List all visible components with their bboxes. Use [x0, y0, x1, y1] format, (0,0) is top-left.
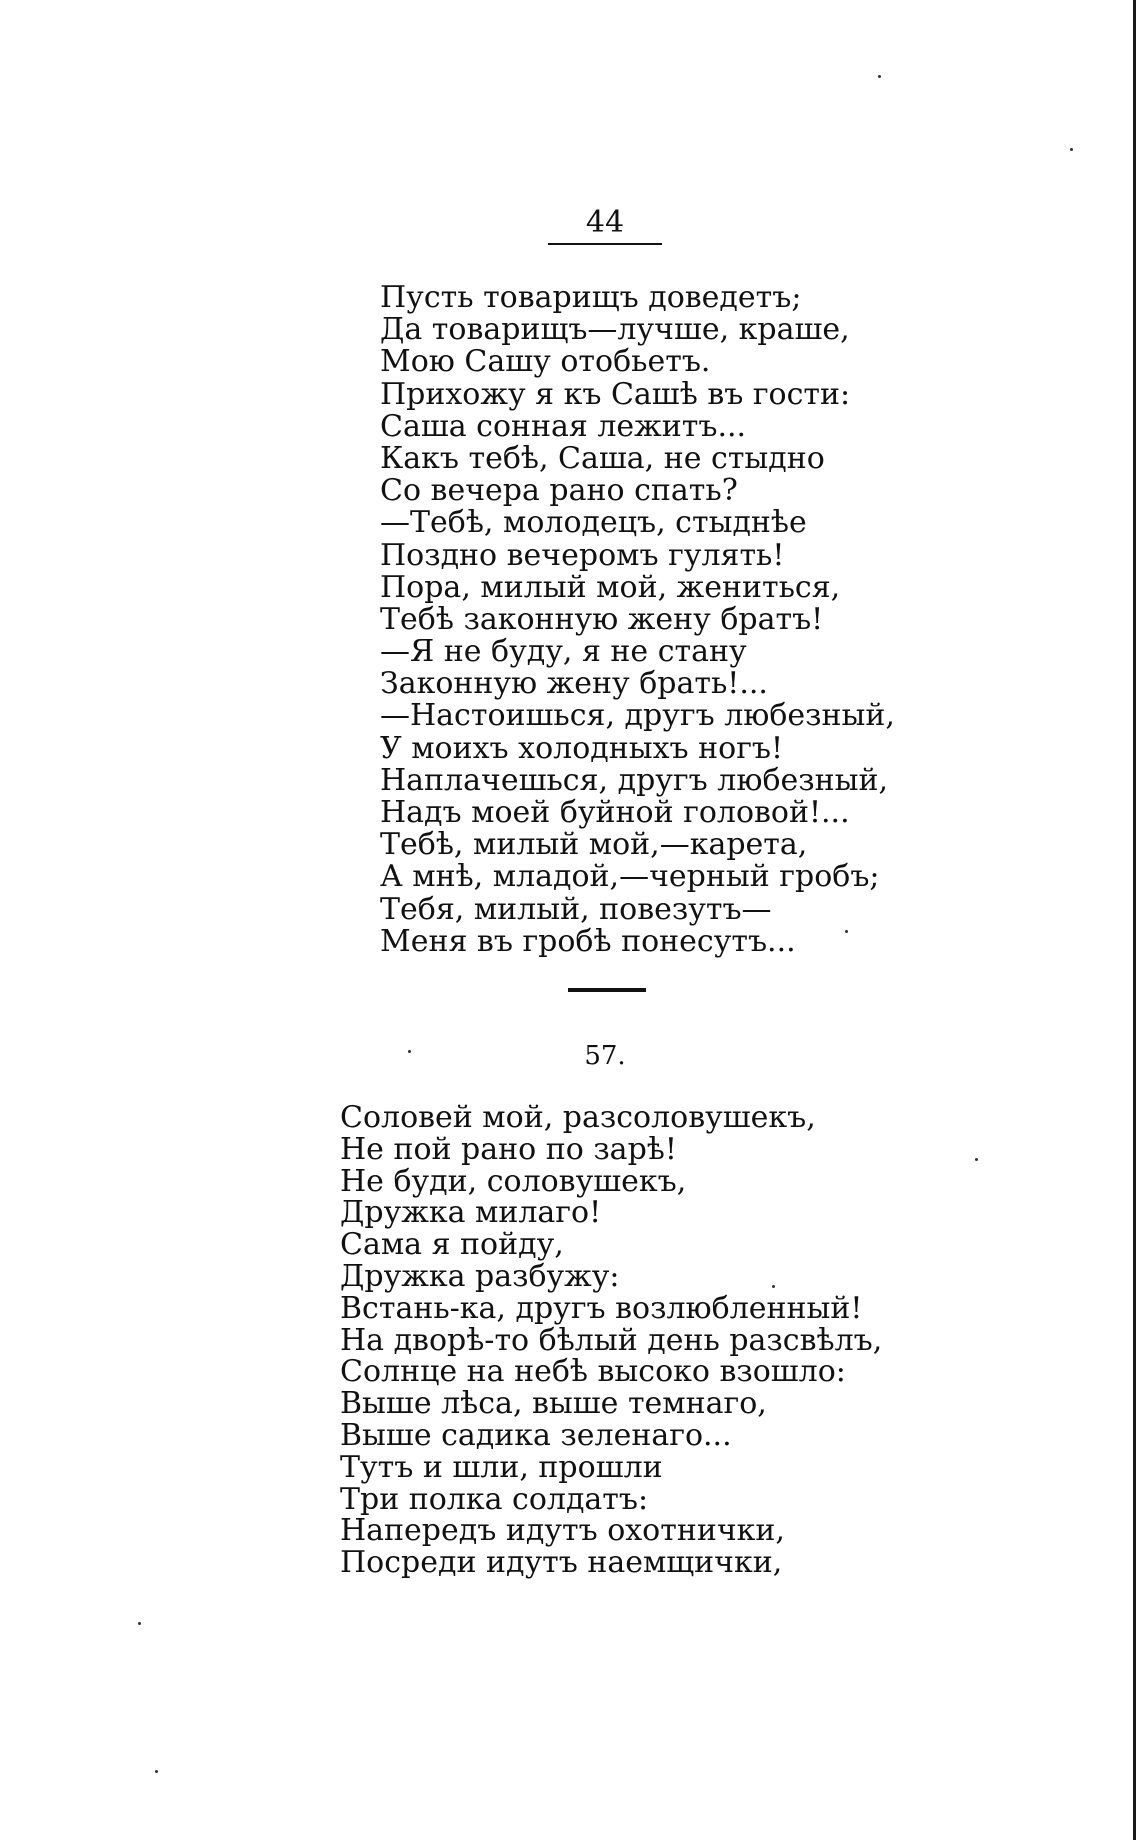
- poem-line: Какъ тебѣ, Саша, не стыдно: [380, 440, 825, 476]
- poem-line: Тебѣ, милый мой,—карета,: [380, 827, 808, 863]
- poem-line: Посреди идутъ наемщички,: [340, 1545, 783, 1581]
- poem-line: Пора, милый мой, жениться,: [380, 569, 841, 605]
- poem-line: Соловей мой, разсоловушекъ,: [340, 1100, 816, 1135]
- speck: [1070, 148, 1073, 151]
- speck: [155, 1770, 158, 1773]
- page-number-rule: [548, 243, 662, 245]
- section-number: 57.: [584, 1041, 626, 1071]
- poem-line: Саша сонная лежитъ...: [380, 408, 747, 444]
- poem-line: Три полка солдатъ:: [340, 1481, 649, 1517]
- poem-line: Дружка милаго!: [340, 1195, 602, 1231]
- speck: [878, 75, 881, 78]
- poem-line: Тебѣ законную жену братъ!: [380, 601, 824, 637]
- poem-line: —Настоишься, другъ любезный,: [380, 698, 895, 734]
- poem-line: Солнце на небѣ высоко взошло:: [340, 1354, 846, 1390]
- poem-line: У моихъ холодныхъ ногъ!: [380, 730, 784, 766]
- poem-line: Пусть товарищъ доведетъ;: [380, 280, 802, 315]
- poem-57: [340, 1102, 882, 1579]
- poem-line: Законную жену брать!...: [380, 666, 768, 702]
- poem-line: Не пой рано по зарѣ!: [340, 1131, 677, 1167]
- speck: [408, 1050, 411, 1053]
- poem-line: Прихожу я къ Сашѣ въ гости:: [380, 376, 851, 412]
- poem-line: —Тебѣ, молодецъ, стыднѣе: [380, 505, 807, 541]
- poem-line: Со вечера рано спать?: [380, 473, 738, 509]
- poem-line: Не буди, соловушекъ,: [340, 1163, 687, 1199]
- poem-line: Меня въ гробѣ понесутъ...: [380, 923, 796, 959]
- section-divider: [568, 988, 646, 992]
- poem-line: А мнѣ, младой,—черный гробъ;: [380, 859, 880, 895]
- poem-line: Напередъ идутъ охотнички,: [340, 1513, 785, 1549]
- poem-line: Да товарищъ—лучше, краше,: [380, 312, 850, 348]
- poem-line: На дворѣ-то бѣлый день разсвѣлъ,: [340, 1322, 883, 1358]
- poem-line: Тебя, милый, повезутъ—: [380, 891, 772, 927]
- speck: [975, 1158, 978, 1161]
- poem-line: Сама я пойду,: [340, 1227, 564, 1263]
- poem-line: Выше садика зеленаго...: [340, 1417, 732, 1453]
- poem-line: Надъ моей буйной головой!...: [380, 795, 850, 830]
- poem-line: Мою Сашу отобьетъ.: [380, 344, 711, 380]
- poem-line: Выше лѣса, выше темнаго,: [340, 1386, 767, 1422]
- page-number: 44: [585, 205, 625, 240]
- poem-continued: [380, 282, 895, 958]
- speck: [138, 1622, 141, 1625]
- poem-line: Тутъ и шли, прошли: [340, 1449, 663, 1485]
- poem-line: Поздно вечеромъ гулять!: [380, 537, 785, 573]
- poem-line: Встань-ка, другъ возлюбленный!: [340, 1290, 863, 1326]
- poem-line: Дружка разбужу:: [340, 1258, 620, 1294]
- poem-line: —Я не буду, я не стану: [380, 634, 747, 670]
- scan-edge-shadow: [1133, 0, 1136, 1840]
- poem-line: Наплачешься, другъ любезный,: [380, 762, 889, 798]
